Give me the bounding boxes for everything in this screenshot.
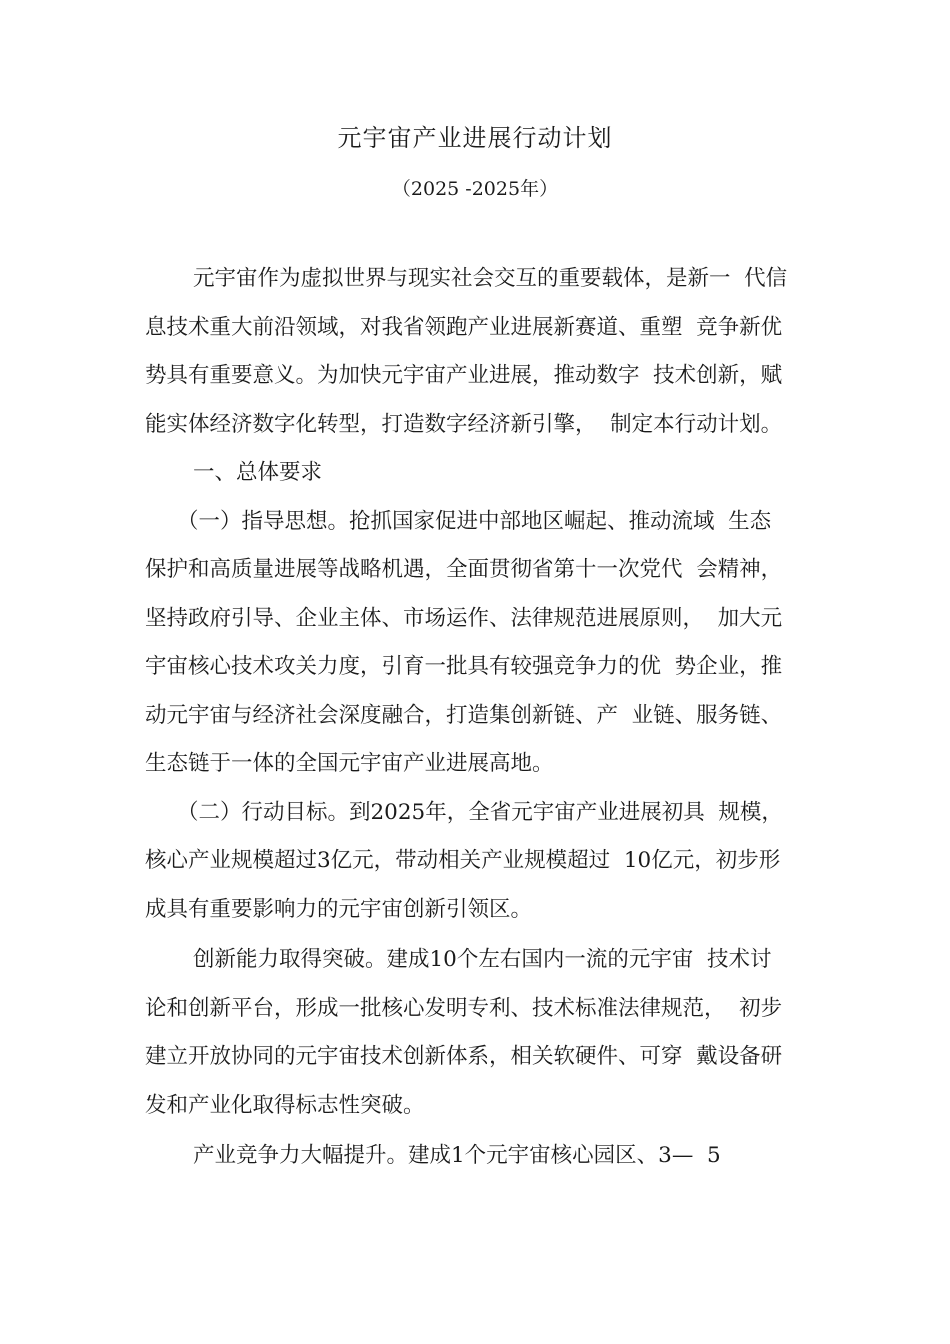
paragraph-line: （一）指导思想。抢抓国家促进中部地区崛起、推动流域 生态 [177,508,772,534]
paragraph-line: 元宇宙作为虚拟世界与现实社会交互的重要载体，是新一 代信 [193,266,788,291]
paragraph-line: 保护和高质量进展等战略机遇，全面贯彻省第十一次党代 会精神， [145,557,783,582]
paragraph-line: 息技术重大前沿领域，对我省领跑产业进展新赛道、重塑 竞争新优 [145,314,783,340]
document-body [145,262,811,1188]
paragraph-line: 核心产业规模超过3亿元，带动相关产业规模超过 10亿元，初步形 [145,848,781,873]
paragraph-line: 生态链于一体的全国元宇宙产业进展高地。 [145,751,554,776]
paragraph-line: 论和创新平台，形成一批核心发明专利、技术标准法律规范， 初步 [145,995,783,1021]
paragraph-line: 势具有重要意义。为加快元宇宙产业进展，推动数字 技术创新，赋 [145,363,783,388]
paragraph-line: 发和产业化取得标志性突破。 [145,1092,425,1118]
paragraph-line: （二）行动目标。到2025年，全省元宇宙产业进展初具 规模， [177,799,783,825]
paragraph-line: 动元宇宙与经济社会深度融合，打造集创新链、产 业链、服务链、 [145,702,783,728]
paragraph-line: 成具有重要影响力的元宇宙创新引领区。 [145,896,533,922]
paragraph-line: 宇宙核心技术攻关力度，引育一批具有较强竞争力的优 势企业，推 [145,654,783,679]
document-subtitle: （2025 -2025年） [391,178,559,200]
section-heading: 一、总体要求 [193,460,323,485]
paragraph-line: 创新能力取得突破。建成10个左右国内一流的元宇宙 技术讨 [193,947,772,972]
document-title: 元宇宙产业进展行动计划 [337,124,613,152]
paragraph-line: 建立开放协同的元宇宙技术创新体系，相关软硬件、可穿 戴设备研 [145,1044,783,1069]
paragraph-line: 坚持政府引导、企业主体、市场运作、法律规范进展原则， 加大元 [145,605,783,631]
paragraph-line: 产业竞争力大幅提升。建成1个元宇宙核心园区、3— 5 [193,1143,721,1168]
paragraph-line: 能实体经济数字化转型，打造数字经济新引擎， 制定本行动计划。 [145,411,783,437]
